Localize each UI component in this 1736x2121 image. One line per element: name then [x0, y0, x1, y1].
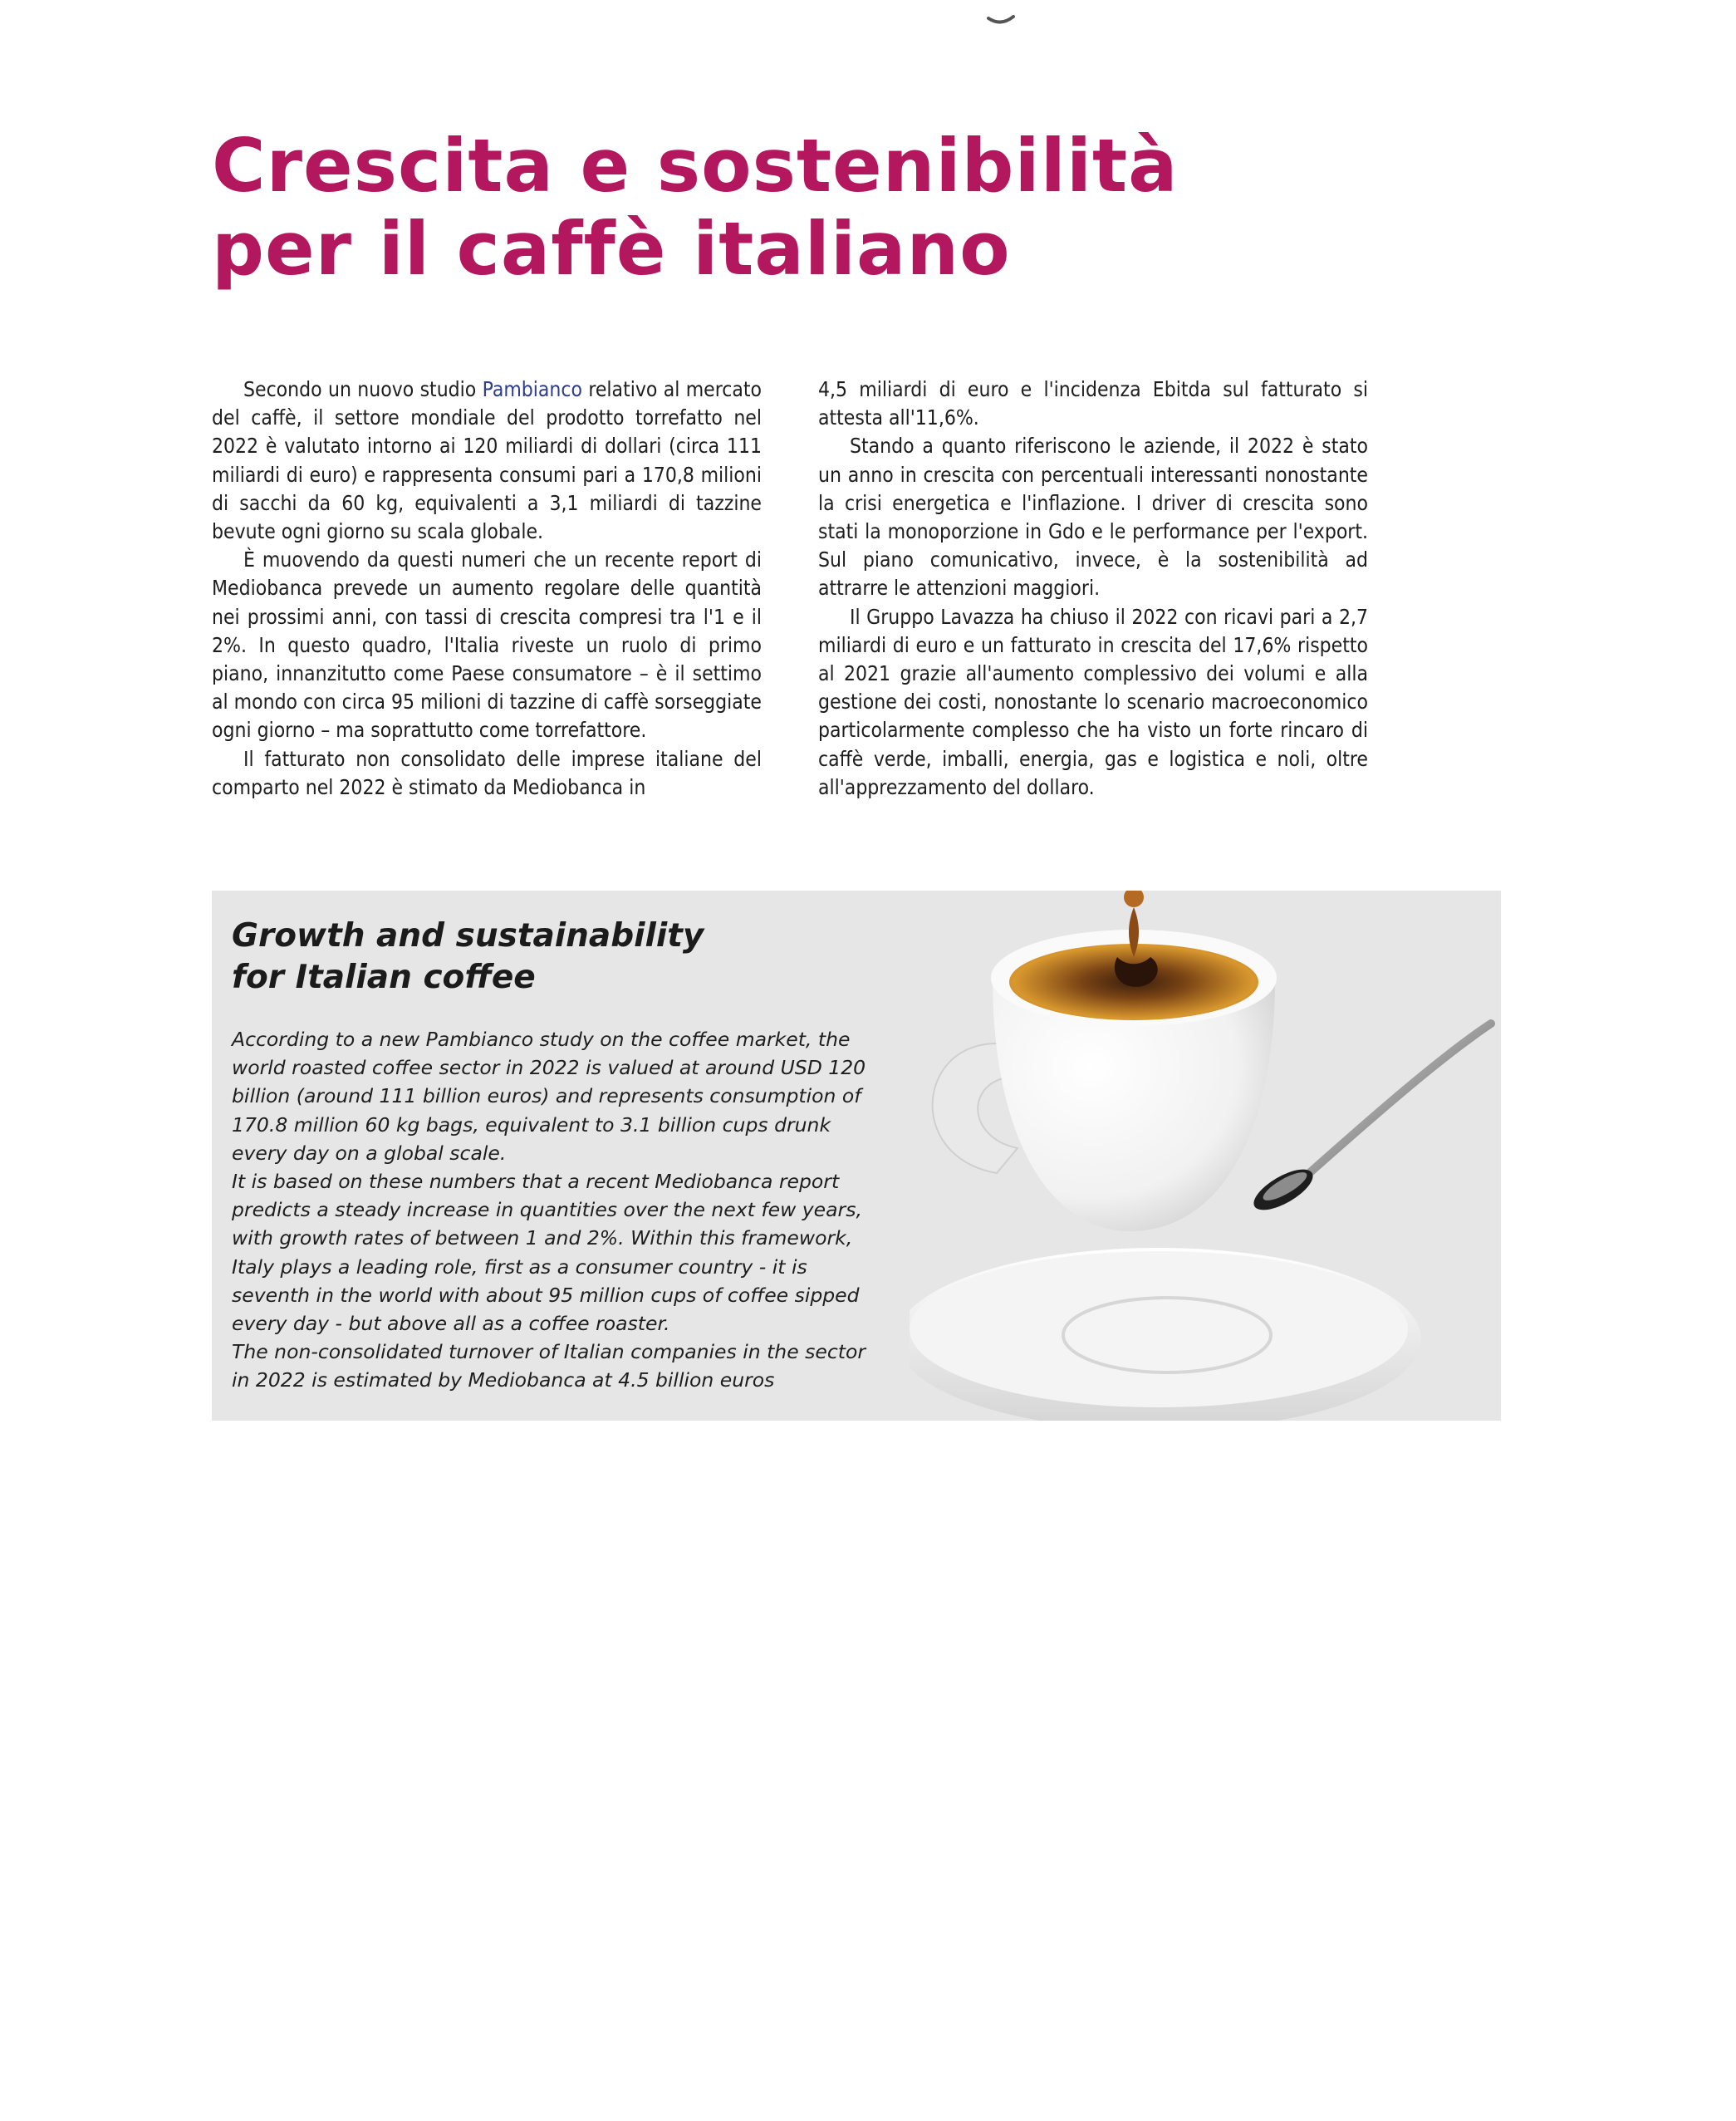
- english-paragraph-3: The non-consolidated turnover of Italian companies in the sector in 2022 is estimated by Mediobanca at 4.5 billion euros: [232, 1340, 866, 1392]
- pambianco-highlight: Pambianco: [482, 377, 582, 401]
- english-title-line-2: for Italian coffee: [232, 959, 536, 996]
- english-box-title: [232, 916, 704, 999]
- left-paragraph-3: Il fatturato non consolidato delle imprese italiane del comparto nel 2022 è stimato da Mediobanca in: [212, 746, 762, 799]
- left-paragraph-1: [212, 376, 762, 546]
- left-paragraph-1-rest: relativo al mercato del caffè, il settore mondiale del prodotto torrefatto nel 2022 è valutato intorno ai 120 miliardi di dollari (circa 111 miliardi di euro) e rappresenta consumi pari a 170,8 milioni di sacchi da 60 kg, equivalenti a 3,1 miliardi di tazzine bevute ogni giorno su scala globale.: [212, 377, 762, 544]
- english-paragraph-1: According to a new Pambianco study on the coffee market, the world roasted coffee sector in 2022 is valued at around USD 120 billion (around 111 billion euros) and represents consumption of 170.8 million 60 kg bags, equivalent to 3.1 billion cups drunk every day on a global scale.: [232, 1028, 866, 1165]
- article-title-line-2: per il caffè italiano: [212, 206, 1011, 292]
- english-summary-box: [212, 891, 1501, 1421]
- espresso-cup-with-spoon-icon: [910, 891, 1501, 1421]
- article-title: [212, 125, 1209, 291]
- right-paragraph-1: 4,5 miliardi di euro e l'incidenza Ebitda sul fatturato si attesta all'11,6%.: [818, 377, 1368, 430]
- right-paragraph-2: Stando a quanto riferiscono le aziende, il 2022 è stato un anno in crescita con percentuali interessanti nonostante la crisi energetica e l'inflazione. I driver di crescita sono stati la monoporzione in Gdo e le performance per l'export. Sul piano comunicativo, invece, è la sostenibilità ad attrarre le attenzioni maggiori.: [818, 434, 1368, 601]
- english-box-body: [232, 1025, 888, 1395]
- left-paragraph-2: È muovendo da questi numeri che un recente report di Mediobanca prevede un aumento regolare delle quantità nei prossimi anni, con tassi di crescita compresi tra l'1 e il 2%. In questo quadro, l'Italia riveste un ruolo di primo piano, innanzitutto come Paese consumatore – è il settimo al mondo con circa 95 milioni di tazzine di caffè sorseggiate ogni giorno – ma soprattutto come torrefattore.: [212, 547, 762, 743]
- right-paragraph-3: Il Gruppo Lavazza ha chiuso il 2022 con ricavi pari a 2,7 miliardi di euro e un fatturato in crescita del 17,6% rispetto al 2021 grazie all'aumento complessivo dei volumi e alla gestione dei costi, nonostante lo scenario macroeconomico particolarmente complesso che ha visto un forte rincaro di caffè verde, imballi, energia, gas e logistica e noli, oltre all'apprezzamento del dollaro.: [818, 604, 1368, 799]
- left-paragraph-1-start: Secondo un nuovo studio: [243, 377, 483, 401]
- article-title-line-1: Crescita e sostenibilità: [212, 123, 1179, 209]
- article-left-column: [212, 376, 762, 802]
- english-paragraph-2: It is based on these numbers that a recent Mediobanca report predicts a steady increase in quantities over the next few years, with growth rates of between 1 and 2%. Within this framework, Italy plays a leading role, first as a consumer country - it is seventh in the world with about 95 million cups of coffee sipped every day - but above all as a coffee roaster.: [232, 1170, 862, 1336]
- page-mark-icon: [987, 15, 1015, 27]
- english-title-line-1: Growth and sustainability: [232, 917, 704, 955]
- article-right-column: [818, 376, 1368, 802]
